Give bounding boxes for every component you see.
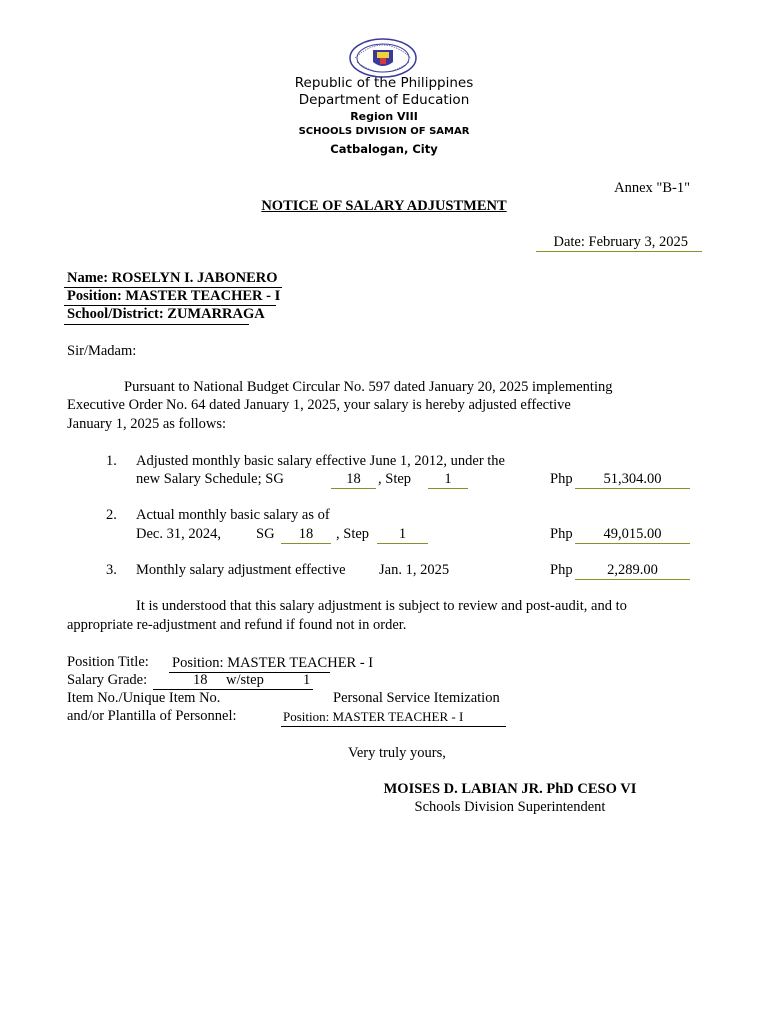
item-1-sg-value: 18 — [331, 471, 376, 489]
intro-line-1: Pursuant to National Budget Circular No. 597 dated January 20, 2025 implementing — [124, 379, 613, 395]
employee-name: Name: ROSELYN I. JABONERO — [67, 270, 278, 286]
division-line: SCHOOLS DIVISION OF SAMAR — [298, 126, 470, 137]
annex-label: Annex "B-1" — [614, 180, 690, 196]
item-2-step-label: , Step — [336, 526, 370, 542]
wstep-value: 1 — [303, 672, 311, 688]
position-title-label: Position Title: — [67, 654, 149, 670]
plantilla-underline — [281, 726, 506, 727]
item-2-sg-value: 18 — [281, 526, 331, 544]
item-2-sg-label: SG — [256, 526, 275, 542]
currency-label: Php — [550, 471, 573, 487]
item-1-step-label: , Step — [378, 471, 412, 487]
item-1-amount: 51,304.00 — [575, 471, 690, 489]
employee-position: Position: MASTER TEACHER - I — [67, 288, 281, 304]
wstep-label: w/step — [226, 672, 264, 688]
document-title: NOTICE OF SALARY ADJUSTMENT — [261, 198, 507, 214]
currency-label: Php — [550, 562, 573, 578]
item-number: 3. — [106, 562, 117, 578]
item-1-step-value: 1 — [428, 471, 468, 489]
salutation: Sir/Madam: — [67, 343, 137, 359]
item-1-line-2: new Salary Schedule; SG — [136, 471, 284, 487]
school-underline — [64, 324, 249, 325]
item-no-label: Item No./Unique Item No. — [67, 690, 221, 706]
signatory-name: MOISES D. LABIAN JR. PhD CESO VI — [383, 781, 637, 797]
signatory-title: Schools Division Superintendent — [414, 799, 606, 815]
salary-grade-value: 18 — [193, 672, 208, 688]
department-line: Department of Education — [298, 92, 470, 108]
plantilla-label: and/or Plantilla of Personnel: — [67, 708, 237, 724]
salary-grade-label: Salary Grade: — [67, 672, 148, 688]
item-3-effective-date: Jan. 1, 2025 — [379, 562, 450, 578]
item-2-date: Dec. 31, 2024, — [136, 526, 221, 542]
item-number: 1. — [106, 453, 117, 469]
psi-label: Personal Service Itemization — [333, 690, 500, 706]
understanding-line-1: It is understood that this salary adjustment is subject to review and post-audit, and to — [136, 598, 627, 614]
region-line: Region VIII — [350, 110, 418, 123]
city-line: Catbalogan, City — [330, 142, 438, 156]
item-1-line-1: Adjusted monthly basic salary effective June 1, 2012, under the — [136, 453, 505, 469]
currency-label: Php — [550, 526, 573, 542]
deped-seal-logo — [349, 38, 417, 78]
understanding-line-2: appropriate re-adjustment and refund if found not in order. — [67, 617, 407, 633]
intro-line-3: January 1, 2025 as follows: — [67, 416, 227, 432]
item-number: 2. — [106, 507, 117, 523]
item-3-amount: 2,289.00 — [575, 562, 690, 580]
item-2-step-value: 1 — [377, 526, 428, 544]
item-2-amount: 49,015.00 — [575, 526, 690, 544]
closing-text: Very truly yours, — [348, 745, 446, 761]
position-title-value: Position: MASTER TEACHER - I — [172, 655, 374, 671]
date-field — [536, 234, 702, 252]
employee-school: School/District: ZUMARRAGA — [67, 306, 265, 322]
item-2-line-1: Actual monthly basic salary as of — [136, 507, 330, 523]
plantilla-value: Position: MASTER TEACHER - I — [283, 709, 464, 724]
item-3-line-1: Monthly salary adjustment effective — [136, 562, 346, 578]
date-text: Date: February 3, 2025 — [553, 234, 688, 250]
intro-line-2: Executive Order No. 64 dated January 1, 2025, your salary is hereby adjusted effective — [67, 397, 571, 413]
republic-line: Republic of the Philippines — [294, 75, 474, 91]
